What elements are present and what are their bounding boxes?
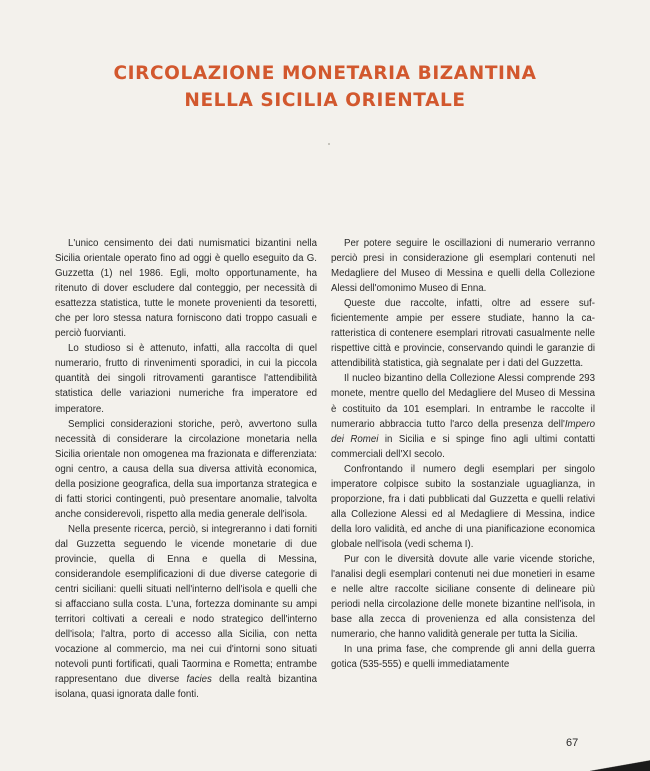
page-number: 67 — [566, 737, 579, 749]
paragraph: Nella presente ricerca, perciò, si integreranno i dati forniti dal Guzzetta seguendo le vicende monetarie di due provincie, quella di Enna e quella di Messina, considerandole esemplificazioni di due diverse categorie di centri siciliani: quelli situati nell'interno dell'isola e quelli che si affacciano sulla costa. L'una, fortezza dominante su ampi territori coltivati a cereali e nodo strategico dell'interno dell'isola; l'altra, porto di accesso alla Sicilia, con netta vocazione al commercio, ma nei cui d'intorni sono situati notevoli punti fortificati, quali Taormina e Rometta; entrambe rappresentano due diverse facies della realtà bizantina isolana, quasi ignorata dalle fonti. — [55, 523, 317, 701]
left-column — [55, 236, 317, 702]
speck — [328, 143, 330, 145]
scan-edge-mark — [590, 757, 650, 771]
right-column — [331, 236, 595, 672]
italic-term: Impero dei Romei — [331, 418, 595, 445]
title-line-1: CIRCOLAZIONE MONETARIA BIZANTINA — [113, 63, 537, 84]
paragraph: Semplici considerazioni storiche, però, avvertono sulla necessità di considerare la circolazione monetaria nella Sicilia orientale non omogenea ma frazionata e differenziata: ogni centro, a causa della sua diversa attività economica, della posizione geografica, della sua importanza strategica e di fatti storici contingenti, può presentare anomalie, talvolta anche considerevoli, rispetto alla media generale dell'isola. — [55, 418, 317, 520]
paragraph: Lo studioso si è attenuto, infatti, alla raccolta di quel numerario, frutto di rinvenimenti sporadici, in cui la piccola quantità dei singoli ritrovamenti garantisce l'attendibilità statistica delle variazioni numeriche fra imperatore ed imperatore. — [55, 343, 317, 415]
paragraph: Per potere seguire le oscillazioni di numerario verranno perciò presi in considerazione gli esemplari contenuti nel Medagliere del Museo di Messina e quelli della Collezione Alessi dell'omonimo Museo di Enna. — [331, 238, 595, 295]
title-line-2: NELLA SICILIA ORIENTALE — [184, 90, 466, 111]
paragraph: In una prima fase, che comprende gli anni della guerra gotica (535-555) e quelli immediatamente — [331, 644, 595, 671]
article-title — [0, 60, 650, 114]
italic-term: facies — [186, 674, 212, 686]
paragraph: Confrontando il numero degli esemplari per singolo imperatore colpisce subito la sostanziale uguaglianza, in proporzione, fra i dati pubblicati dal Guzzetta e quelli relativi alla Collezione Alessi ed al Medagliere di Messina, indice della loro validità, ed anche di una pianificazione economica globale nell'isola (vedi schema I). — [331, 463, 595, 550]
paragraph: Pur con le diversità dovute alle varie vicende storiche, l'analisi degli esemplari contenuti nei due monetieri in esame e nelle altre raccolte siciliane consente di delineare più periodi nella circolazione delle monete bizantine nell'isola, in base alla zecca di provenienza ed alla consistenza del numerario, che hanno validità generale per tutta la Sicilia. — [331, 553, 595, 641]
paragraph: Queste due raccolte, infatti, oltre ad essere sufficientemente ampie per essere studiate, hanno la caratteristica di contenere esemplari ritrovati casualmente nelle rispettive città e provincie, conservando quindi le garanzie di attendibilità statistica, già segnalate per i dati del Guzzetta. — [331, 298, 595, 370]
paragraph: L'unico censimento dei dati numismatici bizantini nella Sicilia orientale operato fino ad oggi è quello eseguito da G. Guzzetta (1) nel 1986. Egli, molto opportunamente, ha ritenuto di dover escludere dal conteggio, per necessità di esattezza statistica, tutte le monete provenienti da tesoretti, che per loro stessa natura forniscono dati troppo casuali e perciò fuorvianti. — [55, 238, 317, 340]
paragraph: Il nucleo bizantino della Collezione Alessi comprende 293 monete, mentre quello del Medagliere del Museo di Messina è costituito da 101 esemplari. In entrambe le raccolte il numerario abbraccia tutto l'arco della presenza dell'Impero dei Romei in Sicilia e si spinge fino agli ultimi contatti commerciali dell'XI secolo. — [331, 373, 595, 460]
